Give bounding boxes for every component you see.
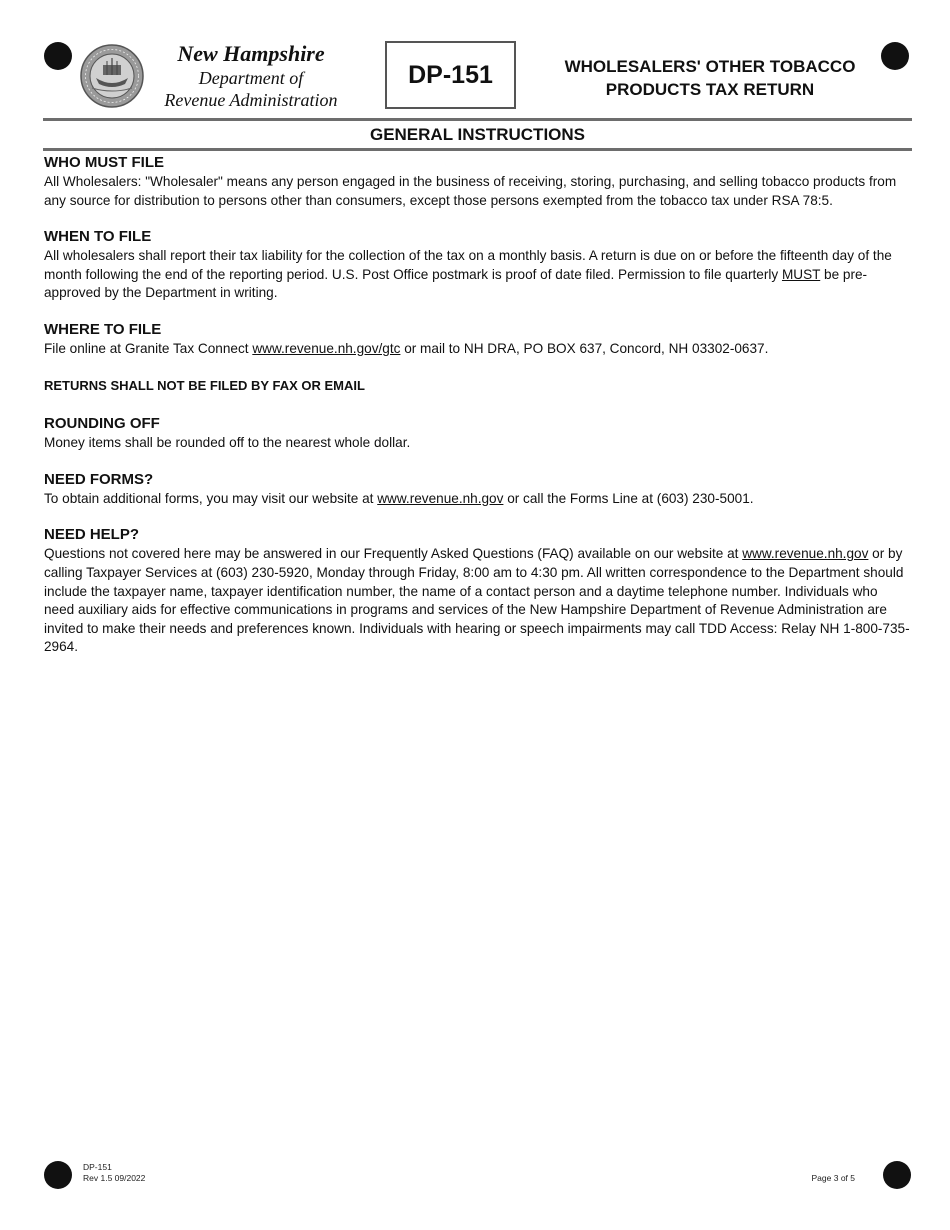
- where-text-b: or mail to NH DRA, PO BOX 637, Concord, NH 03302-0637.: [400, 340, 769, 356]
- rounding-off-heading: ROUNDING OFF: [44, 415, 160, 433]
- state-seal-icon: [80, 44, 144, 108]
- top-rule: [43, 118, 912, 121]
- registration-dot-bottom-right: [883, 1161, 911, 1189]
- gtc-link[interactable]: www.revenue.nh.gov/gtc: [252, 340, 401, 356]
- must-emphasis: MUST: [781, 266, 821, 282]
- need-forms-heading: NEED FORMS?: [44, 470, 154, 488]
- footer-form-info: [83, 1162, 145, 1184]
- fax-email-notice: RETURNS SHALL NOT BE FILED BY FAX OR EMAIL: [44, 377, 365, 393]
- when-to-file-section: [44, 227, 910, 303]
- help-website-link[interactable]: www.revenue.nh.gov: [742, 546, 869, 562]
- when-text-b: be pre-approved by the Department in writing.: [44, 266, 868, 301]
- agency-dept-line1: Department of: [198, 68, 304, 88]
- who-must-file-text: All Wholesalers: "Wholesaler" means any person engaged in the business of receiving, storing, purchasing, and selling tobacco products from any source for distribution to persons other than consumers, except those persons exempted from the tobacco tax under RSA 78:5.: [44, 174, 897, 208]
- rounding-off-text: Money items shall be rounded off to the nearest whole dollar.: [44, 435, 411, 451]
- registration-dot-top-left: [44, 42, 72, 70]
- who-must-file-heading: WHO MUST FILE: [44, 154, 164, 171]
- rounding-off-section: [44, 414, 910, 453]
- forms-text-b: or call the Forms Line at (603) 230-5001.: [503, 490, 754, 506]
- when-to-file-heading: WHEN TO FILE: [44, 228, 152, 246]
- where-to-file-section: [44, 320, 910, 359]
- form-title: [540, 55, 880, 101]
- form-title-line1: WHOLESALERS' OTHER TOBACCO: [564, 57, 856, 76]
- need-help-section: [44, 525, 910, 657]
- when-text-a: All wholesalers shall report their tax liability for the collection of the tax on a monthly basis. A return is due on or before the fifteenth day of the month following the end of the reporting period. U.S. Post Office postmark is proof of date filed. Permission to file quarterly: [44, 248, 892, 282]
- help-text-b: or by calling Taxpayer Services at (603) 230-5920, Monday through Friday, 8:00 am to 4:30 pm. All written correspondence to the Department should include the taxpayer name, taxpayer identification number, the name of a contact person and a daytime telephone number. Individuals who need auxiliary aids for effective communications in programs and services of the New Hampshire Department of Revenue Administration are invited to make their needs and preferences known. Individuals with hearing or speech impairments may call TDD Access: Relay NH 1-800-735- 2964.: [44, 546, 910, 655]
- agency-dept-line2: Revenue Administration: [164, 90, 338, 110]
- need-help-text: [44, 545, 910, 657]
- who-must-file-section: [44, 153, 910, 210]
- footer-revision: Rev 1.5 09/2022: [83, 1173, 146, 1183]
- need-forms-section: [44, 470, 910, 509]
- agency-state: New Hampshire: [177, 41, 325, 66]
- page-number: Page 3 of 5: [811, 1173, 855, 1183]
- agency-name: [146, 41, 356, 111]
- forms-text-a: To obtain additional forms, you may visit our website at: [44, 490, 378, 506]
- where-to-file-text: [44, 340, 910, 359]
- when-to-file-text: [44, 247, 910, 303]
- need-forms-text: [44, 490, 910, 509]
- need-help-heading: NEED HELP?: [44, 526, 140, 544]
- form-id: DP-151: [408, 60, 493, 89]
- forms-website-link[interactable]: www.revenue.nh.gov: [377, 490, 504, 506]
- where-to-file-heading: WHERE TO FILE: [44, 320, 162, 338]
- instructions-body: [44, 153, 910, 674]
- registration-dot-bottom-left: [44, 1161, 72, 1189]
- footer-form-id: DP-151: [83, 1162, 112, 1172]
- form-id-box: [385, 41, 516, 109]
- registration-dot-top-right: [881, 42, 909, 70]
- form-title-line2: PRODUCTS TAX RETURN: [605, 80, 815, 99]
- section-rule: [43, 148, 912, 151]
- help-text-a: Questions not covered here may be answered in our Frequently Asked Questions (FAQ) available on our website at: [44, 546, 743, 562]
- where-text-a: File online at Granite Tax Connect: [44, 340, 253, 356]
- section-title: GENERAL INSTRUCTIONS: [369, 125, 586, 144]
